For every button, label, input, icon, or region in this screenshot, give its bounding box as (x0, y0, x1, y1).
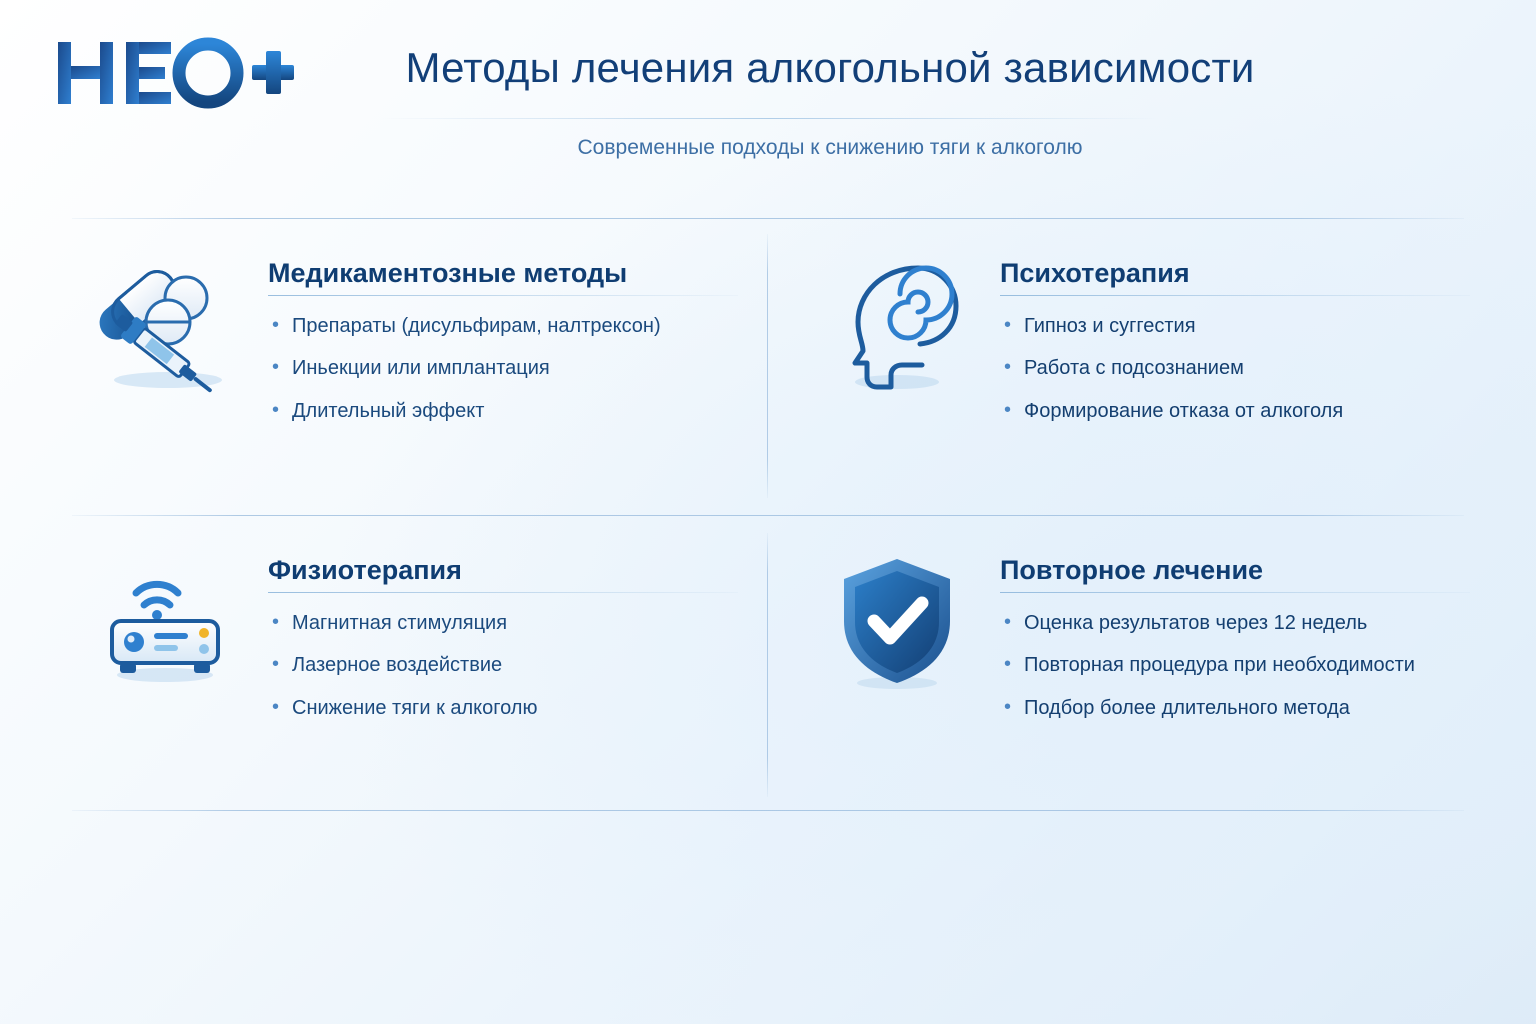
card-bullet-list (1000, 312, 1472, 425)
card-body (1000, 236, 1472, 516)
card-medication (80, 236, 740, 516)
divider-vertical-bottom (767, 533, 768, 797)
list-item: • Препараты (дисульфирам, налтрексон) (268, 312, 740, 340)
card-physiotherapy (80, 533, 740, 813)
divider-top (72, 218, 1464, 219)
list-item: • Иньекции или имплантация (268, 354, 740, 382)
cards-grid (72, 218, 1464, 818)
page-title: Методы лечения алкогольной зависимости (405, 44, 1255, 91)
card-repeat-treatment (812, 533, 1472, 813)
list-item: • Снижение тяги к алкоголю (268, 694, 740, 722)
list-item: • Подбор более длительного метода (1000, 694, 1472, 722)
card-title: Медикаментозные методы (268, 258, 628, 288)
list-item: • Оценка результатов через 12 недель (1000, 609, 1472, 637)
pills-and-syringe-icon (80, 236, 250, 516)
card-psychotherapy (812, 236, 1472, 516)
list-item: • Лазерное воздействие (268, 651, 740, 679)
card-bullet-list (1000, 609, 1472, 722)
list-item: • Магнитная стимуляция (268, 609, 740, 637)
header (0, 0, 1536, 190)
shield-check-icon (812, 533, 982, 813)
card-title-underline (1000, 592, 1470, 593)
logo (56, 36, 296, 112)
card-title-underline (268, 295, 738, 296)
divider-vertical-top (767, 234, 768, 498)
card-bullet-list (268, 312, 740, 425)
list-item: • Гипноз и суггестия (1000, 312, 1472, 340)
list-item: • Повторная процедура при необходимости (1000, 651, 1472, 679)
list-item: • Работа с подсознанием (1000, 354, 1472, 382)
card-body (268, 236, 740, 516)
card-title-underline (268, 592, 738, 593)
list-item: • Формирование отказа от алкоголя (1000, 397, 1472, 425)
list-item: • Длительный эффект (268, 397, 740, 425)
card-title: Повторное лечение (1000, 555, 1264, 585)
physio-device-icon (80, 533, 250, 813)
card-bullet-list (268, 609, 740, 722)
page-subtitle: Современные подходы к снижению тяги к алкоголю (577, 136, 1083, 159)
title-divider (380, 118, 1160, 119)
card-title: Физиотерапия (268, 555, 462, 585)
head-spiral-icon (812, 236, 982, 516)
card-body (1000, 533, 1472, 813)
card-body (268, 533, 740, 813)
card-title-underline (1000, 295, 1470, 296)
card-title: Психотерапия (1000, 258, 1190, 288)
